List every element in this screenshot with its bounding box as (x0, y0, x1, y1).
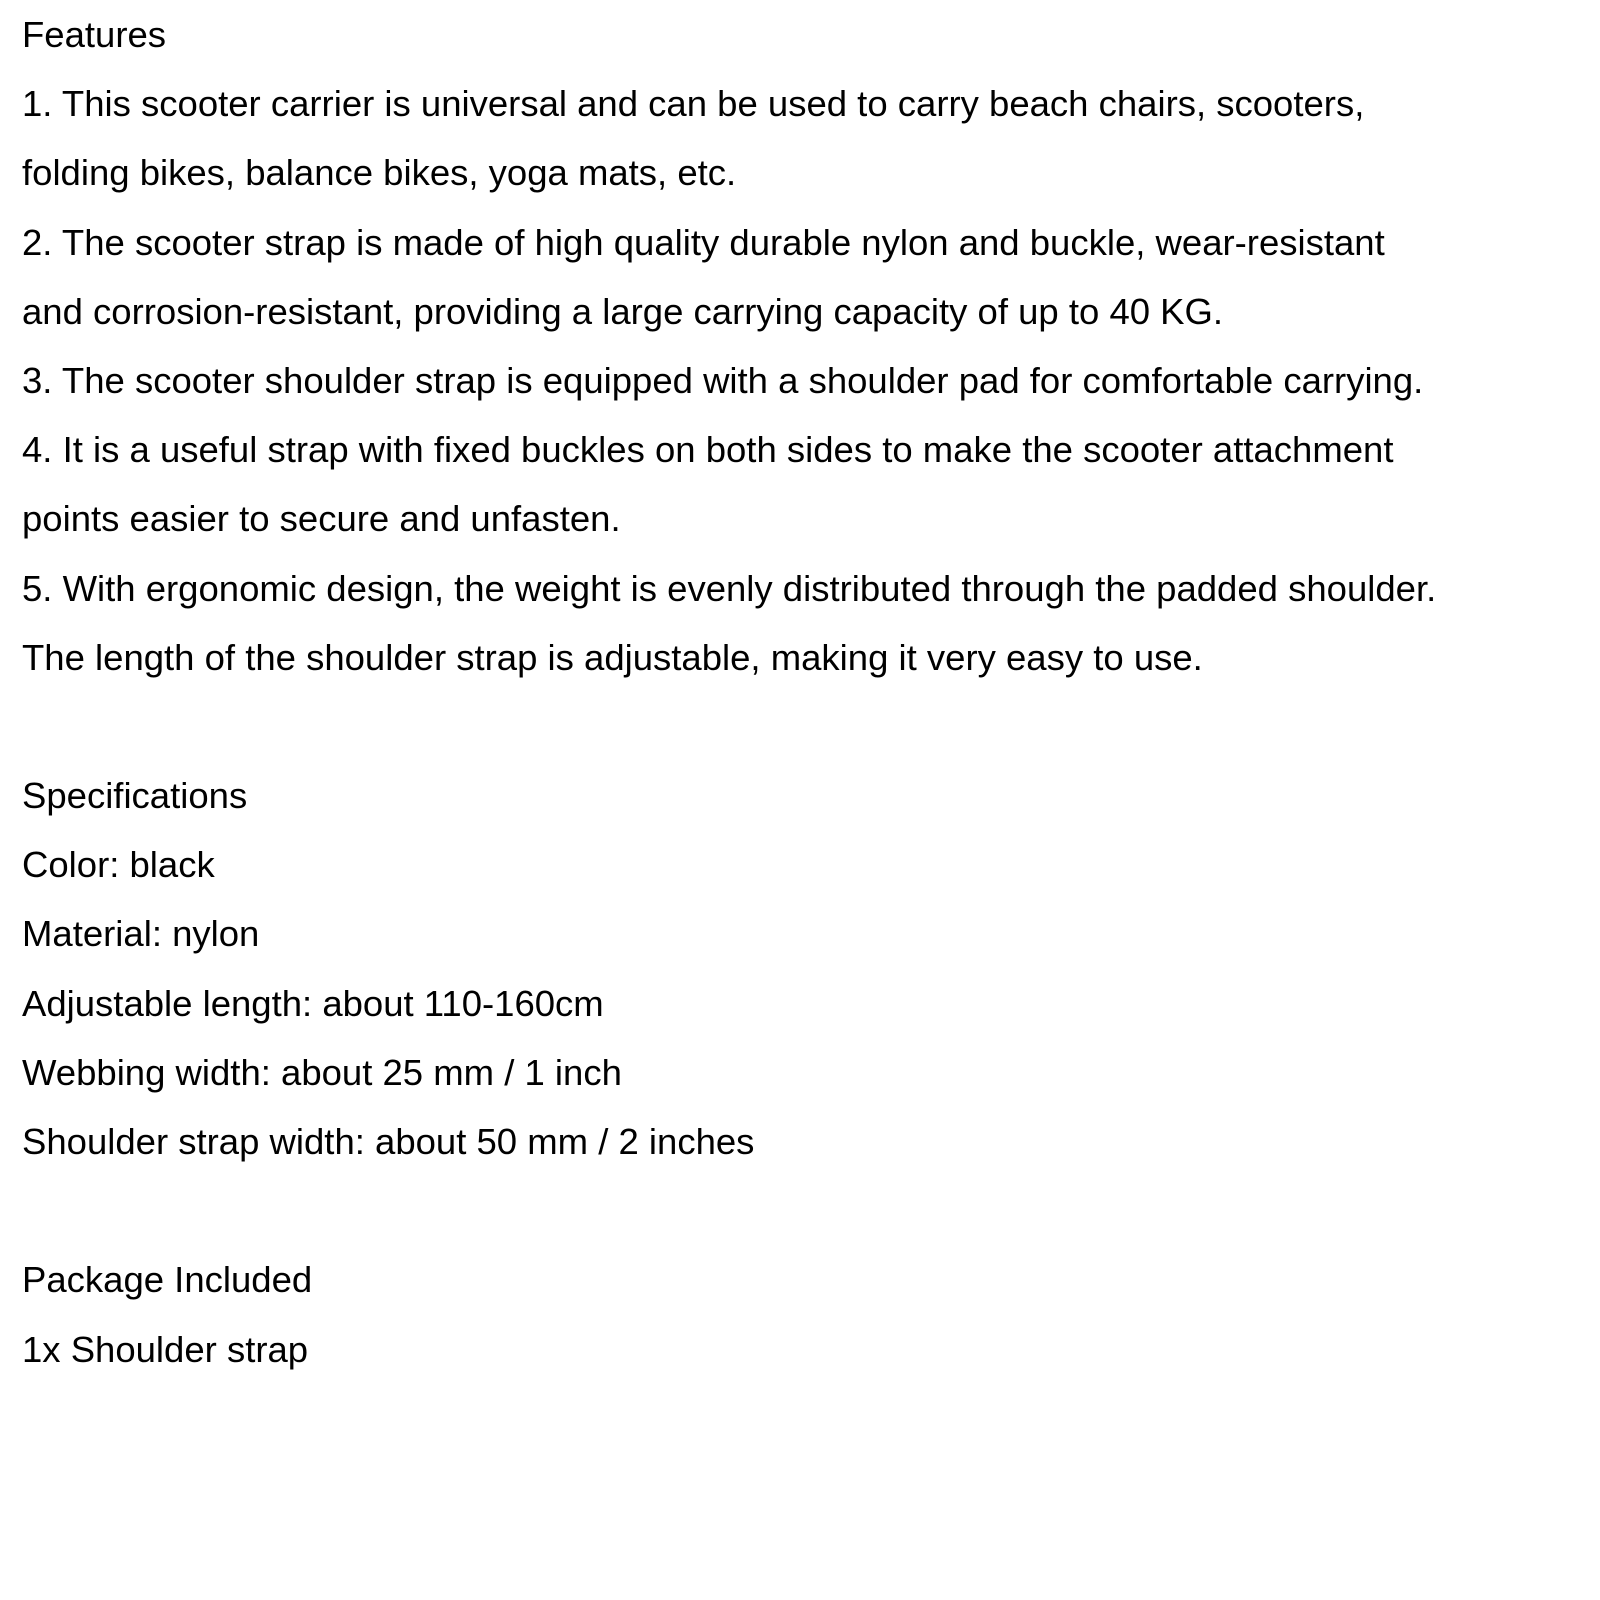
spec-webbing-width: Webbing width: about 25 mm / 1 inch (22, 1051, 622, 1093)
spec-material: Material: nylon (22, 913, 260, 955)
feature-line-4-cont: points easier to secure and unfasten. (22, 498, 621, 540)
package-item: 1x Shoulder strap (22, 1328, 309, 1370)
feature-line-2: 2. The scooter strap is made of high quality durable nylon and buckle, wear-resistant (22, 221, 1385, 263)
feature-line-1: 1. This scooter carrier is universal and can be used to carry beach chairs, scooters, (22, 83, 1365, 125)
spec-adjustable-length: Adjustable length: about 110-160cm (22, 982, 604, 1024)
spec-shoulder-strap-width: Shoulder strap width: about 50 mm / 2 inches (22, 1121, 755, 1162)
feature-line-1-cont: folding bikes, balance bikes, yoga mats, etc. (22, 152, 737, 194)
feature-line-4: 4. It is a useful strap with fixed buckles on both sides to make the scooter attachment (22, 429, 1394, 471)
spec-color: Color: black (22, 844, 215, 886)
section-spacer (22, 692, 1582, 761)
section-spacer (22, 1176, 1582, 1245)
product-description (22, 0, 1582, 1384)
feature-line-2-cont: and corrosion-resistant, providing a large carrying capacity of up to 40 KG. (22, 290, 1224, 332)
feature-line-5-cont: The length of the shoulder strap is adjustable, making it very easy to use. (22, 636, 1203, 678)
specifications-heading: Specifications (22, 775, 248, 817)
features-heading: Features (22, 14, 167, 55)
package-heading: Package Included (22, 1259, 313, 1301)
feature-line-5: 5. With ergonomic design, the weight is evenly distributed through the padded shoulder. (22, 567, 1437, 609)
feature-line-3: 3. The scooter shoulder strap is equipped with a shoulder pad for comfortable carrying. (22, 359, 1424, 401)
